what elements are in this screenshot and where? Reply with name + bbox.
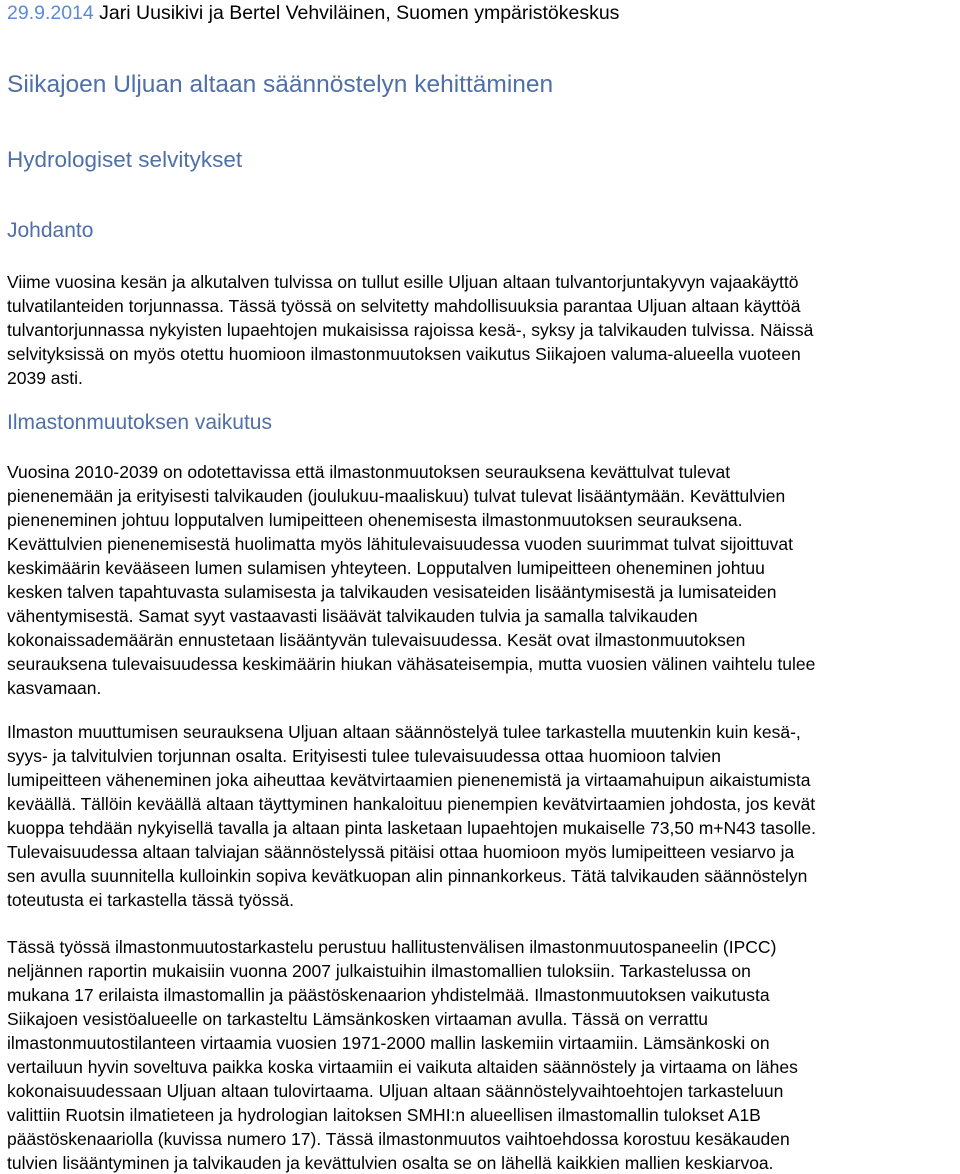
document-title: Siikajoen Uljuan altaan säännöstelyn kehittäminen: [7, 71, 554, 98]
document-header: [7, 2, 619, 24]
header-date: 29.9.2014: [7, 2, 94, 24]
header-authors: Jari Uusikivi ja Bertel Vehviläinen, Suomen ympäristökeskus: [93, 2, 620, 24]
text-line: mukana 17 erilaista ilmastomallin ja päästöskenaarion yhdistelmää. Ilmastonmuutoksen vaikutusta: [7, 985, 770, 1005]
text-line: tulvatilanteiden torjunnassa. Tässä työssä on selvitetty mahdollisuuksia parantaa Uljuan altaan käyttöä: [7, 296, 801, 316]
text-line: 2039 asti.: [7, 368, 83, 388]
text-line: syys- ja talvitulvien torjunnan osalta. Erityisesti tulee tulevaisuudessa ottaa huomioon talvien: [7, 746, 721, 766]
text-line: Tulevaisuudessa altaan talviajan säännöstelyssä pitäisi ottaa huomioon myös lumipeitteen vesiarvo ja: [7, 842, 795, 862]
text-line: pienenemään ja erityisesti talvikauden (joulukuu-maaliskuu) tulvat tulevat lisääntymään. Kevättulvien: [7, 486, 786, 506]
text-line: Ilmaston muuttumisen seurauksena Uljuan altaan säännöstelyä tulee tarkastella muutenkin kuin kesä-,: [7, 722, 801, 742]
text-line: keväällä. Tällöin keväällä altaan täyttyminen hankaloituu pienempien kevätvirtaamien johdosta, jos kevät: [7, 794, 816, 814]
text-line: Siikajoen vesistöalueelle on tarkasteltu Lämsänkosken virtaaman avulla. Tässä on verrattu: [7, 1009, 709, 1029]
text-line: kesken talven tapahtuvasta sulamisesta ja talvikauden vesisateiden lisääntymisestä ja lumisateiden: [7, 582, 777, 602]
section-heading-ilmastonmuutos: Ilmastonmuutoksen vaikutus: [7, 411, 272, 434]
text-line: vähentymisestä. Samat syyt vastaavasti lisäävät talvikauden tulvia ja samalla talvikauden: [7, 606, 698, 626]
text-line: kuoppa tehdään nykyisellä tavalla ja altaan pinta lasketaan lupaehtojen mukaiselle 73,50 m+N43 tasolle.: [7, 818, 816, 838]
text-line: päästöskenaariolla (kuvissa numero 17). Tässä ilmastonmuutos vaihtoehdossa korostuu kesäkauden: [7, 1129, 790, 1149]
text-line: lumipeitteen väheneminen joka aiheuttaa kevätvirtaamien pienenemistä ja virtaamahuipun aikaistumista: [7, 770, 811, 790]
text-line: kokonaisuudessaan Uljuan altaan tulovirtaama. Uljuan altaan säännöstelyvaihtoehtojen tarkasteluun: [7, 1081, 784, 1101]
text-line: ilmastonmuutostilanteen virtaamia vuosien 1971-2000 mallin laskemiin virtaamiin. Lämsänkoski on: [7, 1033, 770, 1053]
text-line: tulvien lisääntyminen ja talvikauden ja kevättulvien osalta se on lähellä kaikkien mallien keskiarvoa.: [7, 1153, 774, 1173]
text-line: Vuosina 2010-2039 on odotettavissa että ilmastonmuutoksen seurauksena kevättulvat tulevat: [7, 462, 731, 482]
text-line: keskimäärin kevääseen lumen sulamisen yhteyteen. Lopputalven lumipeitteen oheneminen johtuu: [7, 558, 765, 578]
text-line: Tässä työssä ilmastonmuutostarkastelu perustuu hallitustenvälisen ilmastonmuutospaneelin (IPCC): [7, 937, 777, 957]
text-line: pieneneminen johtuu lopputalven lumipeitteen ohenemisesta ilmastonmuutoksen seurauksena.: [7, 510, 743, 530]
text-line: vertailuun hyvin soveltuva paikka koska virtaamiin ei vaikuta altaiden säännöstely ja virtaama on lähes: [7, 1057, 798, 1077]
document-subtitle: Hydrologiset selvitykset: [7, 147, 243, 172]
text-line: neljännen raportin mukaisiin vuonna 2007 julkaistuihin ilmastomallien tuloksiin. Tarkastelussa on: [7, 961, 751, 981]
text-line: kokonaissademäärän ennustetaan lisääntyvän tulevaisuudessa. Kesät ovat ilmastonmuutoksen: [7, 630, 746, 650]
text-line: selvityksissä on myös otettu huomioon ilmastonmuutoksen vaikutus Siikajoen valuma-alueella vuoteen: [7, 344, 801, 364]
text-line: toteutusta ei tarkastella tässä työssä.: [7, 890, 294, 910]
text-line: Kevättulvien pienenemisestä huolimatta myös lähitulevaisuudessa vuoden suurimmat tulvat sijoittuvat: [7, 534, 793, 554]
text-line: seurauksena tulevaisuudessa keskimäärin hiukan vähäsateisempia, mutta vuosien välinen vaihtelu tulee: [7, 654, 816, 674]
text-line: Viime vuosina kesän ja alkutalven tulvissa on tullut esille Uljuan altaan tulvantorjuntakyvyn vajaakäyttö: [7, 272, 799, 292]
text-line: valittiin Ruotsin ilmatieteen ja hydrologian laitoksen SMHI:n alueellisen ilmastomallin tulokset A1B: [7, 1105, 761, 1125]
text-line: kasvamaan.: [7, 678, 102, 698]
text-line: tulvantorjunnassa nykyisten lupaehtojen mukaisissa rajoissa kesä-, syksy ja talvikauden tulvissa. Näissä: [7, 320, 814, 340]
text-line: sen avulla suunnitella kulloinkin sopiva kevätkuopan alin pinnankorkeus. Tätä talvikauden säännöstelyn: [7, 866, 808, 886]
section-heading-johdanto: Johdanto: [7, 219, 94, 242]
